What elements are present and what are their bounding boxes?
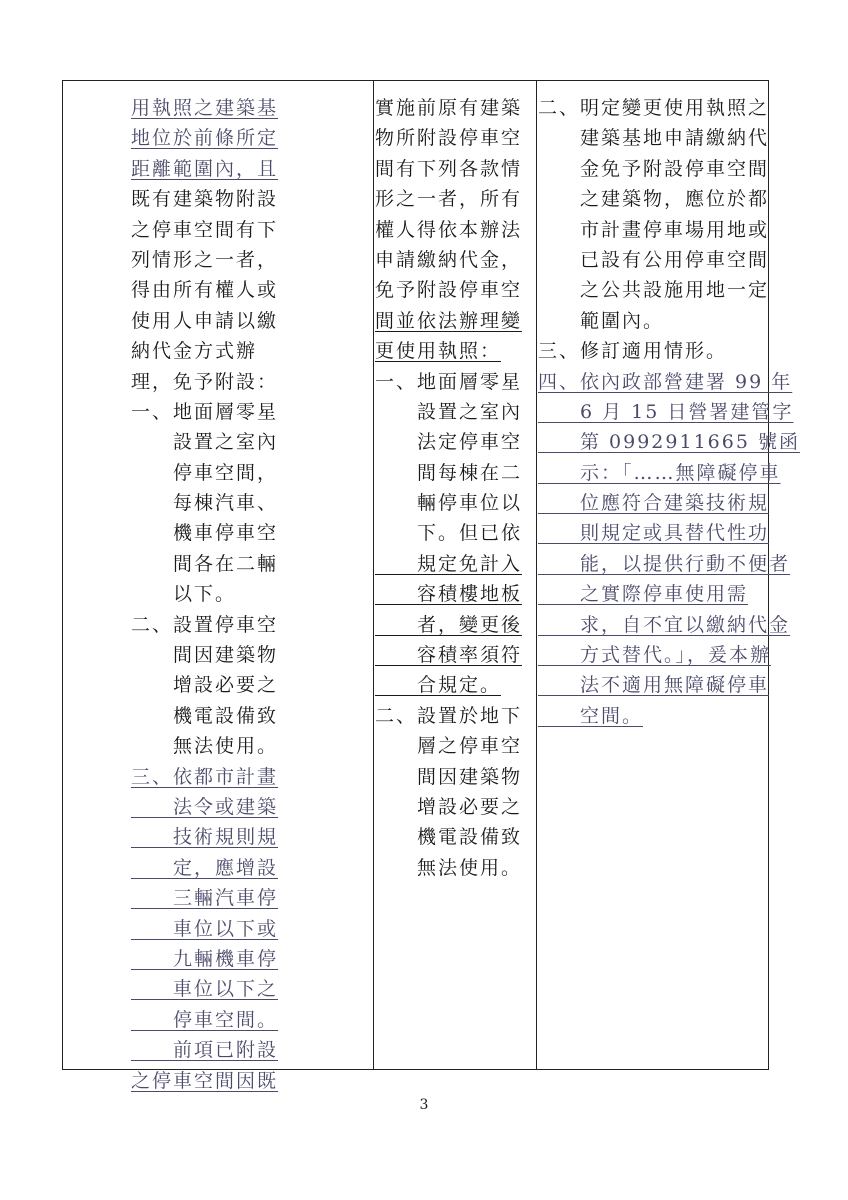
- text-line: 設置之室內: [131, 431, 279, 454]
- text-line: 車位以下或: [131, 917, 279, 940]
- text-line: 三、修訂適用情形。: [538, 340, 728, 363]
- text-line: 技術規則規: [131, 826, 279, 849]
- text-line: 形之一者，所有: [375, 188, 523, 211]
- text-line: 之停車空間因既: [131, 1069, 279, 1092]
- text-line: 停車空間。: [131, 1008, 279, 1031]
- text-line: 機電設備致: [375, 826, 523, 849]
- text-line: 距離範圍內，且: [131, 157, 279, 180]
- text-line: 已設有公用停車空間: [538, 248, 770, 271]
- text-line: 間每棟在二: [375, 461, 523, 484]
- amended-provision-column: [131, 93, 291, 1092]
- text-line: 權人得依本辦法: [375, 218, 523, 241]
- text-line: 列情形之一者，: [131, 248, 279, 271]
- text-line: 間因建築物: [131, 644, 279, 667]
- column-divider: [373, 81, 374, 1069]
- text-line: 6 月 15 日營署建管字: [538, 400, 794, 423]
- text-line: 九輛機車停: [131, 947, 279, 970]
- text-line: 得由所有權人或: [131, 279, 279, 302]
- text-line: 用執照之建築基: [131, 97, 279, 119]
- text-line: 機車停車空: [131, 522, 279, 545]
- text-line: 免予附設停車空: [375, 279, 523, 302]
- text-line: 一、地面層零星: [131, 400, 279, 423]
- text-line: 二、設置於地下: [375, 704, 523, 727]
- text-line: 容積率須符: [375, 644, 523, 667]
- text-line: 間因建築物: [375, 765, 523, 788]
- text-line: 求，自不宜以繳納代金: [538, 613, 791, 636]
- text-line: 以下。: [131, 583, 237, 606]
- text-line: 建築基地申請繳納代: [538, 127, 770, 150]
- text-line: 金免予附設停車空間: [538, 157, 770, 180]
- text-line: 四、依內政部營建署 99 年: [538, 370, 793, 393]
- text-line: 第 0992911665 號函: [538, 431, 800, 454]
- text-line: 使用人申請以繳: [131, 309, 279, 332]
- text-line: 實施前原有建築: [375, 97, 523, 119]
- page-number: 3: [419, 1097, 429, 1113]
- text-line: 示：「……無障礙停車: [538, 461, 781, 484]
- text-line: 每棟汽車、: [131, 492, 279, 515]
- text-line: 之公共設施用地一定: [538, 279, 770, 302]
- text-line: 之停車空間有下: [131, 218, 279, 241]
- text-line: 理，免予附設：: [131, 370, 279, 393]
- text-line: 規定免計入: [375, 552, 523, 575]
- text-line: 二、設置停車空: [131, 613, 279, 636]
- text-line: 納代金方式辦: [131, 340, 258, 363]
- text-line: 位應符合建築技術規: [538, 492, 770, 515]
- text-line: 法定停車空: [375, 431, 523, 454]
- text-line: 前項已附設: [131, 1039, 279, 1062]
- text-line: 二、明定變更使用執照之: [538, 97, 770, 119]
- text-line: 法令或建築: [131, 795, 279, 818]
- text-line: 方式替代。」，爰本辦: [538, 644, 772, 667]
- text-line: 能，以提供行動不便者: [538, 552, 791, 575]
- current-provision-column: [375, 93, 537, 1069]
- text-line: 既有建築物附設: [131, 188, 279, 211]
- text-line: 設置之室內: [375, 400, 523, 423]
- explanation-column: [538, 93, 800, 1069]
- text-line: 間各在二輛: [131, 552, 279, 575]
- comparison-table: [62, 80, 800, 1092]
- text-line: 之實際停車使用需: [538, 583, 749, 606]
- text-line: 合規定。: [375, 674, 502, 697]
- text-line: 定，應增設: [131, 856, 279, 879]
- text-line: 層之停車空: [375, 735, 523, 758]
- text-line: 下。但已依: [375, 522, 523, 545]
- text-line: 者，變更後: [375, 613, 523, 636]
- text-line: 停車空間，: [131, 461, 279, 484]
- text-line: 三輛汽車停: [131, 887, 279, 910]
- text-line: 間有下列各款情: [375, 157, 523, 180]
- text-line: 機電設備致: [131, 704, 279, 727]
- text-line: 物所附設停車空: [375, 127, 523, 150]
- text-line: 間並依法辦理變: [375, 309, 523, 332]
- text-line: 一、地面層零星: [375, 370, 523, 393]
- text-line: 申請繳納代金，: [375, 248, 523, 271]
- text-line: 空間。: [538, 704, 644, 727]
- text-line: 輛停車位以: [375, 492, 523, 515]
- text-line: 無法使用。: [131, 735, 279, 758]
- text-line: 之建築物，應位於都: [538, 188, 770, 211]
- text-line: 容積樓地板: [375, 583, 523, 606]
- text-line: 則規定或具替代性功: [538, 522, 770, 545]
- text-line: 範圍內。: [538, 309, 665, 332]
- text-line: 無法使用。: [375, 856, 523, 879]
- text-line: 增設必要之: [131, 674, 279, 697]
- text-line: 地位於前條所定: [131, 127, 279, 150]
- text-line: 三、依都市計畫: [131, 765, 279, 788]
- text-line: 市計畫停車場用地或: [538, 218, 770, 241]
- text-line: 增設必要之: [375, 795, 523, 818]
- text-line: 法不適用無障礙停車: [538, 674, 770, 697]
- text-line: 車位以下之: [131, 978, 279, 1001]
- text-line: 更使用執照：: [375, 340, 502, 363]
